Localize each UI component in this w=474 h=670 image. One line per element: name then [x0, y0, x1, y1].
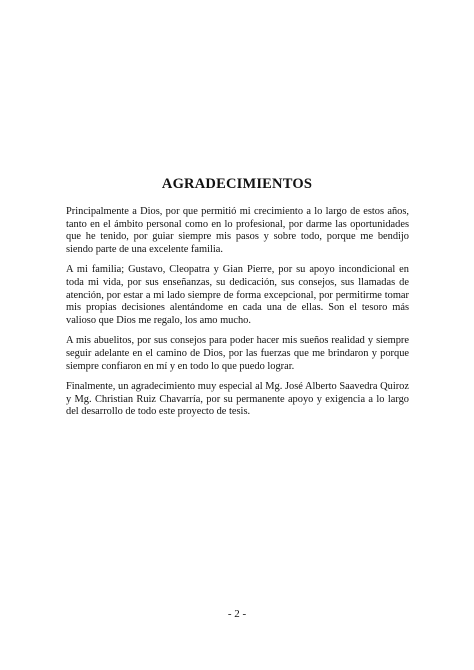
- page-number: - 2 -: [227, 608, 247, 620]
- paragraph-advisors: Finalmente, un agradecimiento muy especial al Mg. José Alberto Saavedra Quiroz y Mg. Christian Ruiz Chavarría, por su permanente apoyo y exigencia a lo largo del desarrollo de todo este proyecto de tesis.: [66, 381, 409, 418]
- paragraph-grandparents: A mis abuelitos, por sus consejos para poder hacer mis sueños realidad y siempre seguir adelante en el camino de Dios, por las fuerzas que me brindaron y porque siempre confiaron en mí y en todo lo que puedo lograr.: [66, 335, 409, 372]
- acknowledgements-body: [66, 206, 409, 427]
- paragraph-family: A mi familia; Gustavo, Cleopatra y Gian Pierre, por su apoyo incondicional en toda mi vida, por sus enseñanzas, su dedicación, sus consejos, sus llamadas de atención, por estar a mi lado siempre de forma excepcional, por permitirme tomar mis propias decisiones alentándome en cada una de ellas. Son el tesoro más valioso que Dios me regalo, los amo mucho.: [66, 264, 409, 326]
- paragraph-god: Principalmente a Dios, por que permitió mi crecimiento a lo largo de estos años, tanto en el ámbito personal como en lo profesional, por darme las oportunidades que he tenido, por guiar siempre mis pasos y sobre todo, porque me bendijo siendo parte de una excelente familia.: [66, 206, 409, 255]
- page-title: AGRADECIMIENTOS: [161, 176, 313, 192]
